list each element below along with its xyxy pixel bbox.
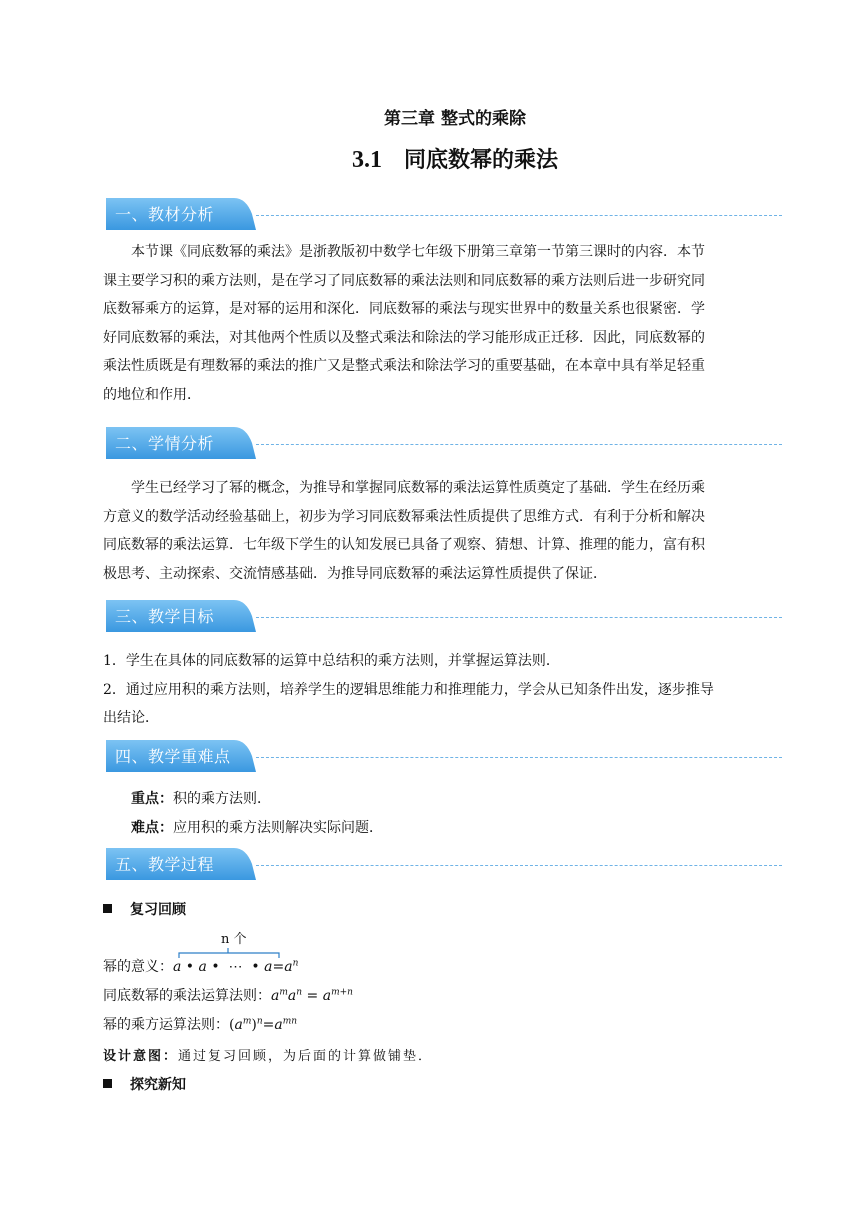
section-label: 一、教材分析 [115,205,215,224]
analysis-line: 课主要学习积的乘方法则，是在学习了同底数幂的乘法法则和同底数幂的乘方法则后进一步研究同 [103,272,705,289]
section-label: 四、教学重难点 [115,747,231,766]
lesson-number: 3.1 [351,147,382,173]
section-label: 二、学情分析 [115,434,215,453]
power-of-power-rule: 幂的乘方运算法则：$(a^m)^n=a^{mn}$ [103,1016,298,1033]
section-divider [256,215,782,216]
power-meaning-formula: a [173,959,182,975]
chapter-title: 第三章 整式的乘除 [384,109,526,129]
section-tab [106,198,254,230]
section-tab [106,740,254,772]
section-label: 三、教学目标 [115,607,215,626]
goal-item: 1．学生在具体的同底数幂的运算中总结积的乘方法则，并掌握运算法则． [103,653,560,669]
section-tab [106,427,254,459]
section-tab [106,600,254,632]
goal-item: 2．通过应用积的乘方法则，培养学生的逻辑思维能力和推理能力，学会从已知条件出发，逐步推导 [103,681,714,698]
section-divider [256,444,782,445]
key-points [103,785,757,842]
explore-heading: 探究新知 [103,1074,186,1094]
lesson-name: 同底数幂的乘法 [403,148,558,173]
analysis-line: 底数幂乘方的运算，是对幂的运用和深化．同底数幂的乘法与现实世界中的数量关系也很紧密．学 [103,301,705,318]
review-heading: 复习回顾 [103,899,186,919]
section-header-3 [106,600,782,636]
same-base-formula: $a^ma^n$ [271,987,303,1004]
section-divider [256,757,782,758]
section-header-5 [106,848,782,884]
student-line: 方意义的数学活动经验基础上，初步为学习同底数幂乘法性质提供了思维方式．有利于分析和解决 [103,508,705,525]
difficulty-point [103,814,757,843]
section-header-2 [106,427,782,463]
key-point [103,785,757,814]
key-text: 积的乘方法则． [173,791,271,807]
student-line: 极思考、主动探索、交流情感基础．为推导同底数幂的乘法运算性质提供了保证． [103,565,607,582]
lesson-title [0,143,860,174]
same-base-rule: 同底数幂的乘法运算法则：$a^ma^n = a^{m+n}$ [103,987,353,1004]
difficulty-text: 应用积的乘方法则解决实际问题． [173,819,383,836]
power-of-power-formula: $a^m$ [234,1016,252,1033]
design-text: 通过复习回顾，为后面的计算做铺垫． [178,1049,434,1064]
section-tab [106,848,254,880]
difficulty-label: 难点： [131,819,173,836]
student-paragraph [103,474,757,588]
design-intent [103,1045,433,1064]
analysis-paragraph [103,238,757,410]
analysis-line: 本节课《同底数幂的乘法》是浙教版初中数学七年级下册第三章第一节第三课时的内容．本节 [131,244,705,260]
analysis-line: 乘法性质既是有理数幂的乘法的推广又是整式乘法和除法学习的重要基础，在本章中具有举足轻重 [103,358,705,375]
square-bullet-icon [103,904,112,913]
analysis-line: 好同底数幂的乘法，对其他两个性质以及整式乘法和除法的学习能形成正迁移．因此，同底数幂的 [103,329,705,346]
section-header-4 [106,740,782,776]
goal-item: 出结论． [103,710,159,727]
analysis-line: 的地位和作用． [103,386,201,403]
student-line: 学生已经学习了幂的概念，为推导和掌握同底数幂的乘法运算性质奠定了基础．学生在经历乘 [131,480,705,496]
goals-list [103,647,757,733]
section-header-1 [106,198,782,234]
section-divider [256,865,782,866]
brace-label: n 个 [221,932,247,947]
power-meaning: 幂的意义：a • a • ⋯ • $a=a^n$ [103,958,299,975]
section-divider [256,617,782,618]
section-label: 五、教学过程 [115,855,215,874]
key-label: 重点： [131,791,173,807]
square-bullet-icon [103,1079,112,1088]
design-label: 设计意图： [103,1049,179,1064]
student-line: 同底数幂的乘法运算．七年级下学生的认知发展已具备了观察、猜想、计算、推理的能力，富有积 [103,537,705,554]
